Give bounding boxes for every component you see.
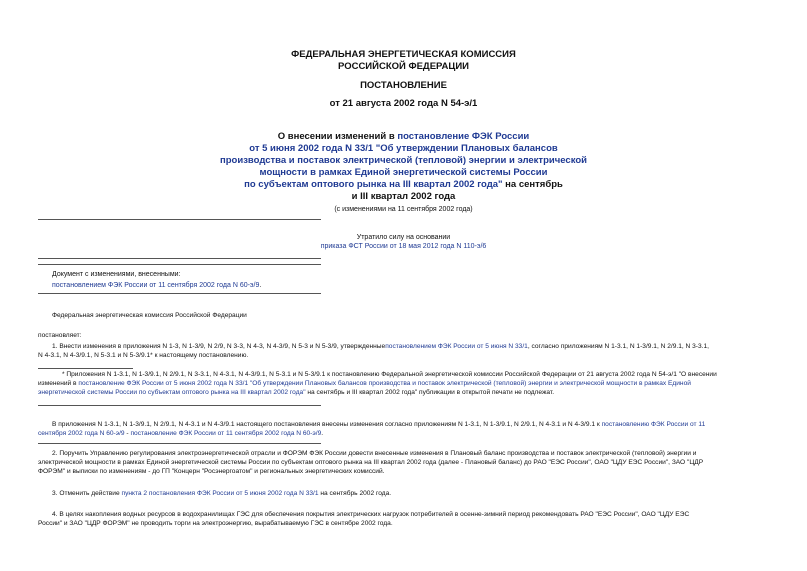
divider <box>38 258 321 259</box>
document-title <box>0 131 807 203</box>
footnote-divider <box>38 368 133 369</box>
changes-label: Документ с изменениями, внесенными: <box>52 271 181 278</box>
paragraph-4-line-2: России" и ЗАО "ЦДР ФОРЭМ" не проводить торги на электроэнергию, вырабатываемую ГЭС в сентябре 2002 года. <box>38 520 393 527</box>
title-link-line-5[interactable]: по субъектам оптового рынка на III квартал 2002 года" <box>244 179 503 190</box>
paragraph-1-link[interactable]: постановлением ФЭК России от 5 июня N 33/1 <box>385 343 528 350</box>
paragraph-1b: В приложения N 1-3.1, N 1-3/9.1, N 2/9.1, N 4-3.1 и N 4-3/9.1 настоящего постановления внесены изменения согласно приложениям N 1-3.1, N 1-3/9.1, N 2/9.1, N 4-3.1 и N 4-3/9.1 к постановлению ФЭК России от 11 <box>52 421 706 428</box>
paragraph-2-line-1: 2. Поручить Управлению регулирования электроэнергетической отрасли и ФОРЭМ ФЭК России довести внесенные изменения в Плановый баланс производства и поставок электрической (тепловой) энергии и <box>52 450 697 457</box>
paragraph-4-line-1: 4. В целях накопления водных ресурсов в водохранилищах ГЭС для обеспечения покрытия электрических нагрузок потребителей в осенне-зимний период рекомендовать РАО "ЕЭС России", ОАО "ЦДУ ЕЭС <box>52 511 690 518</box>
document-date-number: от 21 августа 2002 года N 54-э/1 <box>329 98 478 109</box>
footnote-line-1: * Приложения N 1-3.1, N 1-3/9.1, N 2/9.1, N 3-3.1, N 4-3.1, N 4-3/9.1, N 5-3.1 и N 5-3/9.1 к постановлению Федеральной энергетической комиссии Российской Федерации от 21 августа 2002 года N 54-э/1 "О внесении <box>62 371 717 378</box>
footnote-resolution-link[interactable]: постановление ФЭК России от 5 июня 2002 года N 33/1 "Об утверждении Плановых балансов производства и поставок электрической (тепловой) энергии и электрической мощности в рамках Единой <box>78 380 691 387</box>
expired-label: Утратило силу на основании <box>356 234 451 241</box>
resolves-text: постановляет: <box>38 332 82 339</box>
footnote-line-3: энергетической системы России по субъектам оптового рынка на III квартал 2002 года" на сентябрь и III квартал 2002 года" публикации в открытой печати не подлежат. <box>38 389 555 396</box>
organization-line-1: ФЕДЕРАЛЬНАЯ ЭНЕРГЕТИЧЕСКАЯ КОМИССИЯ <box>291 49 516 60</box>
expired-order-link[interactable]: приказа ФСТ России от 18 мая 2012 года N 110-э/6 <box>320 243 487 250</box>
paragraph-1b-link-3[interactable]: постановление ФЭК России от 11 сентября 2002 года N 60-э/9 <box>130 430 322 437</box>
paragraph-2-line-2: электрической мощности в рамках Единой энергетической системы России по субъектам оптового рынка на III квартал 2002 года (далее - Плановый баланс) до РАО "ЕЭС России", ОАО "ЦДУ ЕЭС России", ЗАО "ЦДР <box>38 459 704 466</box>
intro-text: Федеральная энергетическая комиссия Российской Федерации <box>52 312 247 319</box>
divider <box>38 405 321 406</box>
paragraph-1b-link-2[interactable]: сентября 2002 года N 60-э/9 <box>38 430 125 437</box>
footnote-line-2: изменений в постановление ФЭК России от 5 июня 2002 года N 33/1 "Об утверждении Плановых балансов производства и поставок электрической (тепловой) энергии и электрической мощности в рамках Единой <box>38 380 691 387</box>
paragraph-3: 3. Отменить действие пункта 2 постановления ФЭК России от 5 июня 2002 года N 33/1 на сентябрь 2002 года. <box>52 490 392 497</box>
paragraph-2-line-3: ФОРЭМ" и выписки по изменениям - до ГП "Концерн "Росэнергоатом" и региональных энергетических комиссий. <box>38 468 385 475</box>
title-suffix: на сентябрь <box>502 179 563 190</box>
title-prefix: О внесении изменений в <box>277 131 398 142</box>
title-resolution-link[interactable]: постановление ФЭК России <box>397 131 530 142</box>
paragraph-1-cont: N 4-3.1, N 4-3/9.1, N 5-3.1 и N 5-3/9.1* к настоящему постановлению. <box>38 352 249 359</box>
divider <box>38 443 321 444</box>
title-link-line-2[interactable]: от 5 июня 2002 года N 33/1 "Об утверждении Плановых балансов <box>249 143 558 154</box>
paragraph-1: 1. Внести изменения в приложения N 1-3, N 1-3/9, N 2/9, N 3-3, N 4-3, N 4-3/9, N 5-3 и N 5-3/9, утвержденныепостановлением ФЭК России от 5 июня N 33/1, согласно приложениям N 1-3.1, N 1-3/9.1, N 2/9.1, N 3-3.1, <box>52 343 709 350</box>
title-link-line-4[interactable]: мощности в рамках Единой энергетической системы России <box>259 167 548 178</box>
organization-name <box>0 49 807 73</box>
paragraph-3-link[interactable]: пункта 2 постановления ФЭК России от 5 июня 2002 года N 33/1 <box>121 490 319 497</box>
paragraph-1b-cont: сентября 2002 года N 60-э/9 - постановление ФЭК России от 11 сентября 2002 года N 60-э/9. <box>38 430 324 437</box>
changes-link-end: . <box>259 282 262 289</box>
title-link-line-3[interactable]: производства и поставок электрической (тепловой) энергии и электрической <box>220 155 587 166</box>
organization-line-2: РОССИЙСКОЙ ФЕДЕРАЦИИ <box>337 61 469 72</box>
divider <box>38 219 321 220</box>
document-type: ПОСТАНОВЛЕНИЕ <box>360 80 447 91</box>
changes-link[interactable]: постановлением ФЭК России от 11 сентября 2002 года N 60-э/9 <box>52 282 260 289</box>
expired-block <box>0 233 807 251</box>
changes-box <box>52 270 452 290</box>
paragraph-1b-link-1[interactable]: постановлению ФЭК России от 11 <box>601 421 706 428</box>
amendment-note: (с изменениями на 11 сентября 2002 года) <box>334 206 473 213</box>
divider <box>38 293 321 294</box>
footnote-resolution-link-cont[interactable]: энергетической системы России по субъектам оптового рынка на III квартал 2002 года" <box>38 389 306 396</box>
divider <box>38 264 321 265</box>
title-line-6: и III квартал 2002 года <box>351 191 456 202</box>
